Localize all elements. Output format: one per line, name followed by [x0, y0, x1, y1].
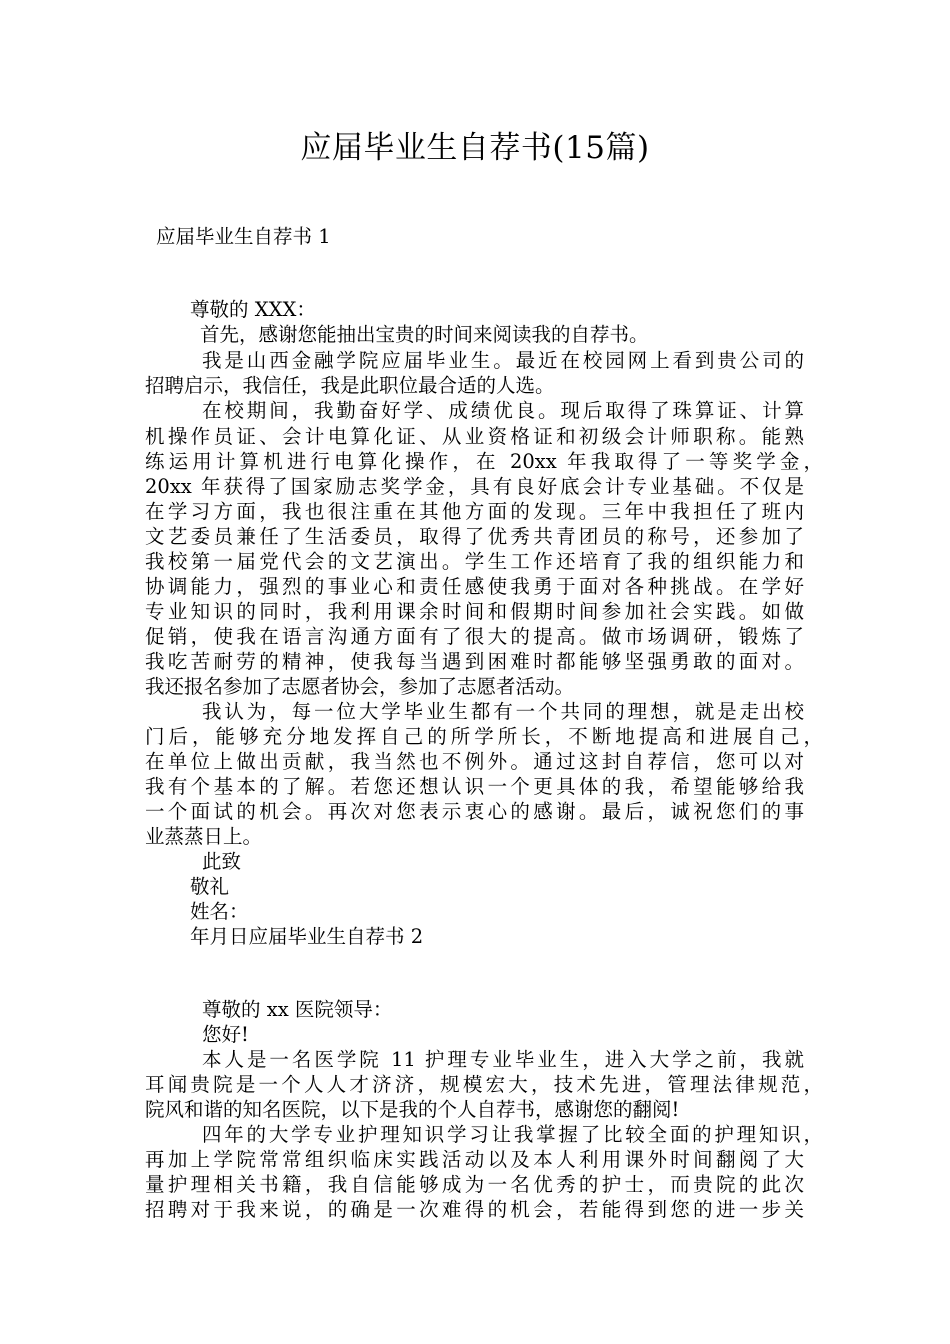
paragraph-line: 在单位上做出贡献，我当然也不例外。通过这封自荐信，您可以对: [145, 750, 804, 773]
greeting: 您好!: [202, 1023, 249, 1046]
date-and-section-heading-2: 年月日应届毕业生自荐书 2: [190, 925, 424, 948]
signature-name-label: 姓名：: [190, 900, 249, 923]
paragraph-line: 四年的大学专业护理知识学习让我掌握了比较全面的护理知识，: [202, 1123, 823, 1146]
closing-line: 敬礼: [190, 875, 230, 898]
paragraph-line: 我吃苦耐劳的精神，使我每当遇到困难时都能够坚强勇敢的面对。: [145, 650, 804, 673]
paragraph-line: 我校第一届党代会的文艺演出。学生工作还培育了我的组织能力和: [145, 550, 804, 573]
paragraph-line: 我认为，每一位大学毕业生都有一个共同的理想，就是走出校: [202, 700, 804, 723]
paragraph-line: 在学习方面，我也很注重在其他方面的发现。三年中我担任了班内: [145, 500, 804, 523]
paragraph-line: 本人是一名医学院 11 护理专业毕业生，进入大学之前，我就: [202, 1048, 804, 1071]
paragraph-line: 量护理相关书籍，我自信能够成为一名优秀的护士，而贵院的此次: [145, 1173, 804, 1196]
paragraph-line: 耳闻贵院是一个人人才济济，规模宏大，技术先进，管理法律规范，: [145, 1073, 823, 1096]
paragraph-line: 20xx 年获得了国家励志奖学金，具有良好底会计专业基础。不仅是: [145, 475, 804, 498]
paragraph-line: 练运用计算机进行电算化操作，在 20xx 年我取得了一等奖学金，: [145, 450, 823, 473]
paragraph-line: 促销，使我在语言沟通方面有了很大的提高。做市场调研，锻炼了: [145, 625, 804, 648]
salutation: 尊敬的 XXX：: [190, 298, 316, 321]
paragraph-line: 专业知识的同时，我利用课余时间和假期时间参加社会实践。如做: [145, 600, 804, 623]
section-heading-1: 应届毕业生自荐书 1: [156, 225, 331, 248]
paragraph-line: 招聘启示，我信任，我是此职位最合适的人选。: [145, 374, 555, 397]
paragraph-line: 机操作员证、会计电算化证、从业资格证和初级会计师职称。能熟: [145, 425, 804, 448]
paragraph-line: 文艺委员兼任了生活委员，取得了优秀共青团员的称号，还参加了: [145, 525, 804, 548]
paragraph-line: 我是山西金融学院应届毕业生。最近在校园网上看到贵公司的: [202, 349, 804, 372]
paragraph-line: 我还报名参加了志愿者协会，参加了志愿者活动。: [145, 675, 575, 698]
closing-line: 此致: [202, 850, 242, 873]
paragraph-line: 一个面试的机会。再次对您表示衷心的感谢。最后，诚祝您们的事: [145, 800, 804, 823]
paragraph-line: 协调能力，强烈的事业心和责任感使我勇于面对各种挑战。在学好: [145, 575, 804, 598]
paragraph-line: 首先，感谢您能抽出宝贵的时间来阅读我的自荐书。: [200, 323, 649, 346]
salutation: 尊敬的 xx 医院领导：: [202, 998, 393, 1021]
paragraph-line: 在校期间，我勤奋好学、成绩优良。现后取得了珠算证、计算: [202, 399, 804, 422]
document-title: 应届毕业生自荐书(15篇): [300, 130, 650, 166]
paragraph-line: 院风和谐的知名医院，以下是我的个人自荐书，感谢您的翻阅!: [145, 1098, 680, 1121]
paragraph-line: 招聘对于我来说，的确是一次难得的机会，若能得到您的进一步关: [145, 1198, 804, 1221]
paragraph-line: 我有个基本的了解。若您还想认识一个更具体的我，希望能够给我: [145, 775, 804, 798]
paragraph-line: 再加上学院常常组织临床实践活动以及本人利用课外时间翻阅了大: [145, 1148, 804, 1171]
paragraph-line: 门后，能够充分地发挥自己的所学所长，不断地提高和进展自己，: [145, 725, 823, 748]
paragraph-line: 业蒸蒸日上。: [145, 825, 263, 848]
